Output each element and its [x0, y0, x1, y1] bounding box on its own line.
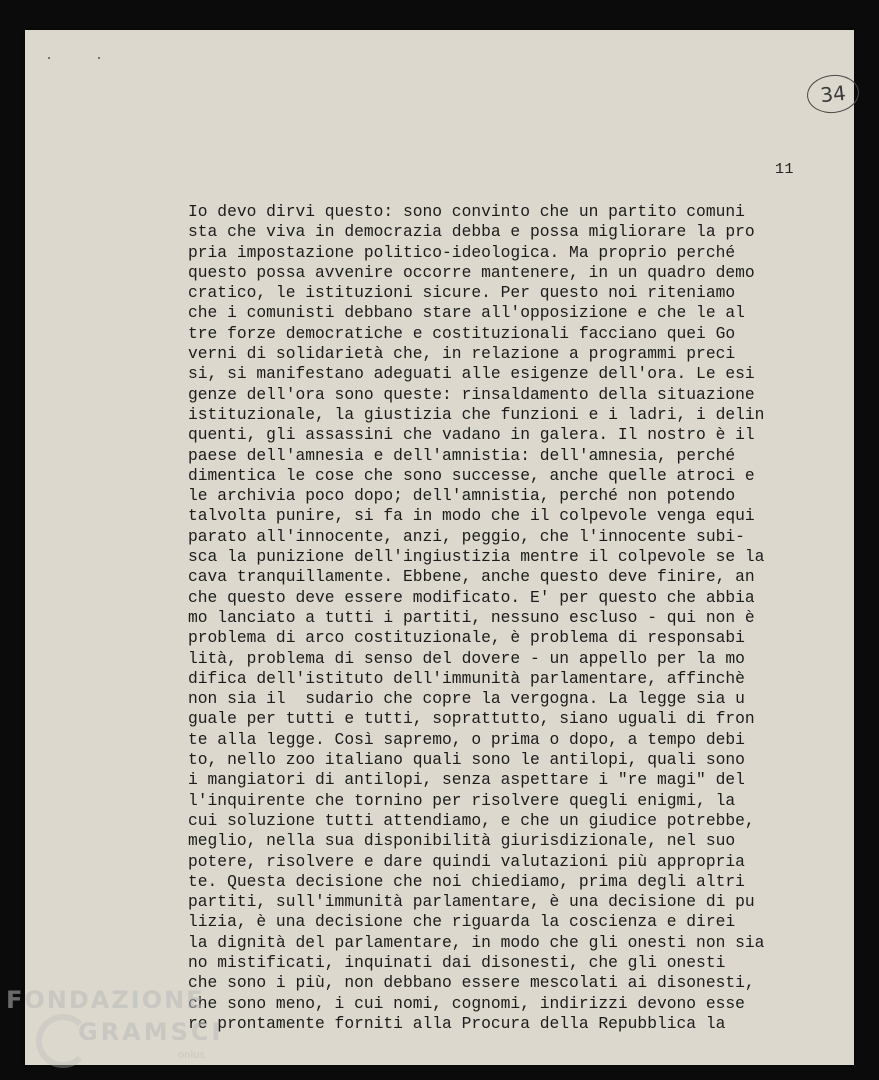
- text-line: lizia, è una decisione che riguarda la coscienza e direi: [188, 912, 736, 932]
- text-line: questo possa avvenire occorre mantenere, in un quadro demo: [188, 262, 755, 282]
- text-line: cui soluzione tutti attendiamo, e che un giudice potrebbe,: [188, 810, 755, 830]
- text-line: to, nello zoo italiano quali sono le antilopi, quali sono: [188, 750, 745, 770]
- text-line: dimentica le cose che sono successe, anche quelle atroci e: [188, 465, 755, 485]
- text-line: re prontamente forniti alla Procura della Repubblica la: [188, 1013, 726, 1033]
- text-line: guale per tutti e tutti, soprattutto, siano uguali di fron: [188, 709, 755, 729]
- text-line: meglio, nella sua disponibilità giurisdizionale, nel suo: [188, 831, 736, 851]
- text-line: tre forze democratiche e costituzionali facciano quei Go: [188, 323, 736, 343]
- text-line: la dignità del parlamentare, in modo che gli onesti non sia: [188, 932, 765, 952]
- text-line: sca la punizione dell'ingiustizia mentre il colpevole se la: [188, 547, 765, 567]
- margin-dot: [48, 57, 50, 59]
- text-line: i mangiatori di antilopi, senza aspettare i "re magi" del: [188, 770, 745, 790]
- document-page: [25, 30, 854, 1065]
- text-line: Io devo dirvi questo: sono convinto che un partito comuni: [188, 202, 745, 221]
- text-line: si, si manifestano adeguati alle esigenze dell'ora. Le esi: [188, 364, 755, 384]
- text-line: pria impostazione politico-ideologica. Ma proprio perché: [188, 242, 736, 262]
- handwritten-page-mark: 34: [805, 72, 861, 115]
- text-line: cava tranquillamente. Ebbene, anche questo deve finire, an: [188, 567, 755, 587]
- text-line: te alla legge. Così sapremo, o prima o dopo, a tempo debi: [188, 729, 745, 749]
- text-line: difica dell'istituto dell'immunità parlamentare, affinchè: [188, 668, 745, 688]
- text-line: che i comunisti debbano stare all'opposizione e che le al: [188, 303, 745, 323]
- text-line: te. Questa decisione che noi chiediamo, prima degli altri: [188, 871, 745, 891]
- text-line: potere, risolvere e dare quindi valutazioni più appropria: [188, 851, 745, 871]
- watermark-suffix: onlus: [178, 1050, 205, 1061]
- text-line: cratico, le istituzioni sicure. Per questo noi riteniamo: [188, 283, 736, 303]
- text-line: verni di solidarietà che, in relazione a programmi preci: [188, 344, 736, 364]
- text-line: genze dell'ora sono queste: rinsaldamento della situazione: [188, 384, 755, 404]
- text-line: le archivia poco dopo; dell'amnistia, perché non potendo: [188, 486, 736, 506]
- text-line: sta che viva in democrazia debba e possa migliorare la pro: [188, 222, 755, 242]
- page-number: 11: [775, 161, 795, 178]
- text-line: che sono i più, non debbano essere mescolati ai disonesti,: [188, 973, 755, 993]
- text-line: che questo deve essere modificato. E' per questo che abbia: [188, 587, 755, 607]
- typewritten-body: [188, 202, 828, 1034]
- text-line: parato all'innocente, anzi, peggio, che l'innocente subi-: [188, 526, 745, 546]
- text-line: istituzionale, la giustizia che funzioni e i ladri, i delin: [188, 404, 765, 424]
- text-line: mo lanciato a tutti i partiti, nessuno escluso - qui non è: [188, 607, 755, 627]
- text-line: quenti, gli assassini che vadano in galera. Il nostro è il: [188, 425, 755, 445]
- text-line: talvolta punire, si fa in modo che il colpevole venga equi: [188, 506, 755, 526]
- text-line: che sono meno, i cui nomi, cognomi, indirizzi devono esse: [188, 993, 745, 1013]
- watermark-line1: FONDAZIONE: [6, 986, 205, 1014]
- text-line: no mistificati, inquinati dai disonesti, che gli onesti: [188, 952, 726, 972]
- margin-dot: [98, 57, 100, 59]
- text-line: paese dell'amnesia e dell'amnistia: dell'amnesia, perché: [188, 445, 736, 465]
- text-line: problema di arco costituzionale, è problema di responsabi: [188, 628, 745, 648]
- watermark-line2: GRAMSCI: [78, 1018, 224, 1046]
- text-line: non sia il sudario che copre la vergogna. La legge sia u: [188, 689, 745, 709]
- text-line: lità, problema di senso del dovere - un appello per la mo: [188, 648, 745, 668]
- text-line: l'inquirente che tornino per risolvere quegli enigmi, la: [188, 790, 736, 810]
- text-line: partiti, sull'immunità parlamentare, è una decisione di pu: [188, 892, 755, 912]
